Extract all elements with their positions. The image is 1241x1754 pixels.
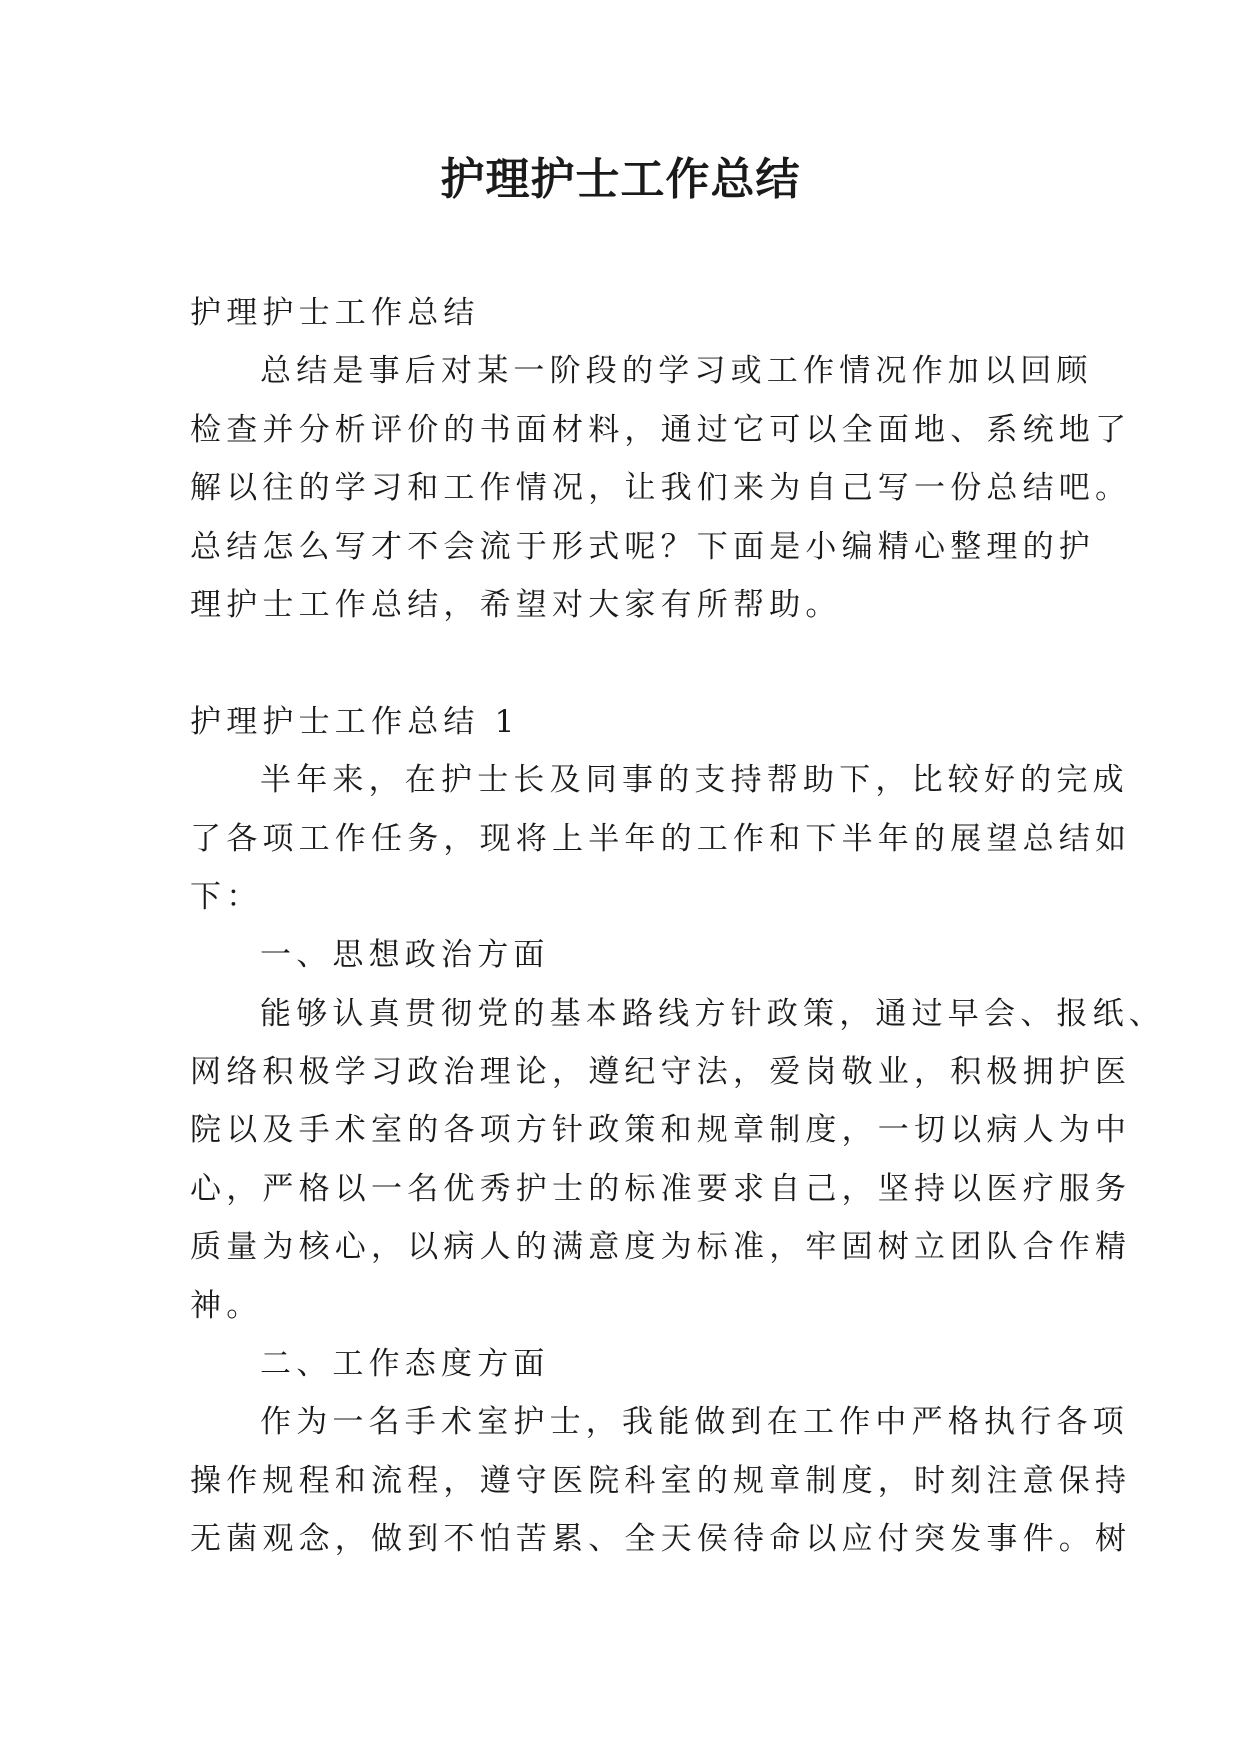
text-line: 一、思想政治方面 bbox=[260, 937, 550, 974]
text-line: 理护士工作总结，希望对大家有所帮助。 bbox=[190, 586, 842, 623]
text-line: 院以及手术室的各项方针政策和规章制度，一切以病人为中 bbox=[190, 1112, 1132, 1149]
text-line: 了各项工作任务，现将上半年的工作和下半年的展望总结如 bbox=[190, 820, 1132, 857]
text-line: 质量为核心，以病人的满意度为标准，牢固树立团队合作精 bbox=[190, 1229, 1132, 1266]
text-line: 总结怎么写才不会流于形式呢？下面是小编精心整理的护 bbox=[190, 528, 1095, 565]
text-line: 操作规程和流程，遵守医院科室的规章制度，时刻注意保持 bbox=[190, 1462, 1132, 1499]
text-line: 网络积极学习政治理论，遵纪守法，爱岗敬业，积极拥护医 bbox=[190, 1054, 1132, 1091]
text-line: 无菌观念，做到不怕苦累、全天侯待命以应付突发事件。树 bbox=[190, 1521, 1132, 1558]
text-line: 能够认真贯彻党的基本路线方针政策，通过早会、报纸、 bbox=[260, 995, 1165, 1032]
blank-line bbox=[190, 634, 1062, 692]
text-line: 心，严格以一名优秀护士的标准要求自己，坚持以医疗服务 bbox=[190, 1170, 1132, 1207]
document-title: 护理护士工作总结 bbox=[440, 154, 801, 205]
document-body bbox=[190, 284, 1165, 1569]
text-line: 总结是事后对某一阶段的学习或工作情况作加以回顾 bbox=[260, 353, 1093, 390]
text-line: 二、工作态度方面 bbox=[260, 1346, 550, 1383]
text-line: 作为一名手术室护士，我能做到在工作中严格执行各项 bbox=[260, 1404, 1129, 1441]
text-line: 护理护士工作总结 1 bbox=[190, 703, 520, 740]
text-line: 下： bbox=[190, 878, 263, 915]
text-line: 解以往的学习和工作情况，让我们来为自己写一份总结吧。 bbox=[190, 470, 1132, 507]
text-line: 半年来，在护士长及同事的支持帮助下，比较好的完成 bbox=[260, 762, 1129, 799]
text-line: 检查并分析评价的书面材料，通过它可以全面地、系统地了 bbox=[190, 411, 1132, 448]
text-line: 神。 bbox=[190, 1287, 263, 1324]
text-line: 护理护士工作总结 bbox=[190, 295, 480, 331]
